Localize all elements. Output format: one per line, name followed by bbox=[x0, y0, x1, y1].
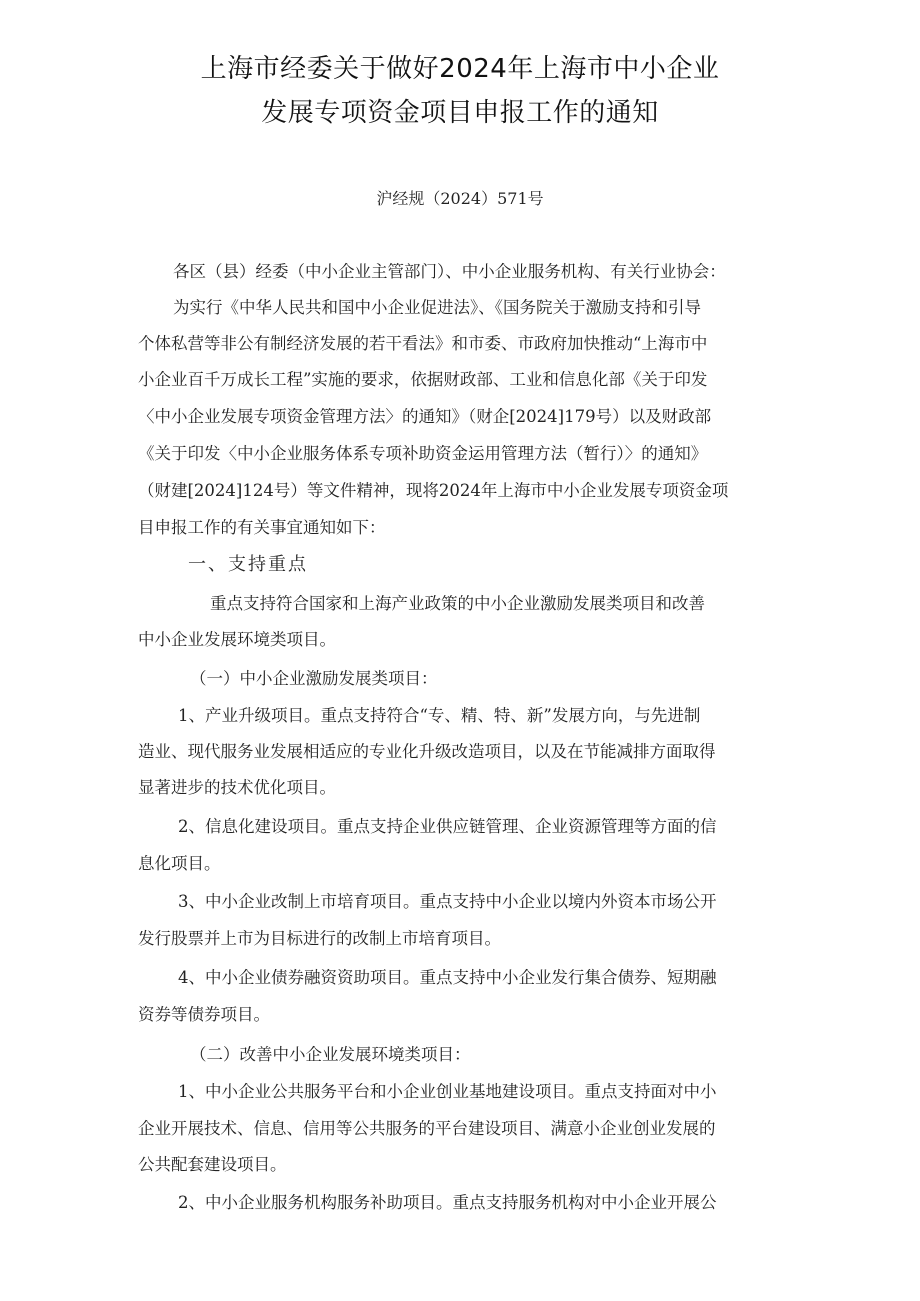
body-line: 息化项目。 bbox=[138, 854, 221, 873]
body-line: 〈中小企业发展专项资金管理方法〉的通知》（财企[2024]179号）以及财政部 bbox=[138, 407, 712, 426]
body-line: 中小企业发展环境类项目。 bbox=[138, 630, 336, 649]
document-title-line-1: 上海市经委关于做好2024年上海市中小企业 bbox=[200, 54, 720, 84]
list-item: 2、信息化建设项目。重点支持企业供应链管理、企业资源管理等方面的信 bbox=[178, 817, 717, 836]
addressee-line: 各区（县）经委（中小企业主管部门）、中小企业服务机构、有关行业协会： bbox=[173, 262, 726, 281]
body-line: 重点支持符合国家和上海产业政策的中小企业激励发展类项目和改善 bbox=[210, 594, 705, 613]
section-heading: 一、支持重点 bbox=[188, 554, 308, 575]
document-title-line-2: 发展专项资金项目申报工作的通知 bbox=[261, 98, 659, 128]
body-line: 显著进步的技术优化项目。 bbox=[138, 778, 336, 797]
body-line: 资券等债券项目。 bbox=[138, 1005, 270, 1024]
list-item: 1、产业升级项目。重点支持符合“专、精、特、新”发展方向，与先进制 bbox=[178, 706, 701, 725]
list-item: 3、中小企业改制上市培育项目。重点支持中小企业以境内外资本市场公开 bbox=[178, 892, 717, 911]
body-line: 造业、现代服务业发展相适应的专业化升级改造项目，以及在节能减排方面取得 bbox=[138, 742, 716, 761]
body-line: 小企业百千万成长工程”实施的要求，依据财政部、工业和信息化部《关于印发 bbox=[138, 370, 708, 389]
body-line: 公共配套建设项目。 bbox=[138, 1155, 287, 1174]
body-line: 个体私营等非公有制经济发展的若干看法》和市委、市政府加快推动“上海市中 bbox=[138, 334, 708, 353]
body-line: 企业开展技术、信息、信用等公共服务的平台建设项目、满意小企业创业发展的 bbox=[138, 1119, 716, 1138]
list-item: 4、中小企业债券融资资助项目。重点支持中小企业发行集合债券、短期融 bbox=[178, 968, 717, 987]
body-line: 发行股票并上市为目标进行的改制上市培育项目。 bbox=[138, 929, 501, 948]
body-line: （财建[2024]124号）等文件精神，现将2024年上海市中小企业发展专项资金项 bbox=[138, 481, 729, 500]
document-number: 沪经规（2024）571号 bbox=[376, 189, 544, 208]
body-line: 为实行《中华人民共和国中小企业促进法》、《国务院关于激励支持和引导 bbox=[173, 298, 701, 317]
list-item: 2、中小企业服务机构服务补助项目。重点支持服务机构对中小企业开展公 bbox=[178, 1193, 717, 1212]
subsection-heading: （一）中小企业激励发展类项目： bbox=[190, 669, 438, 688]
list-item: 1、中小企业公共服务平台和小企业创业基地建设项目。重点支持面对中小 bbox=[178, 1082, 717, 1101]
subsection-heading: （二）改善中小企业发展环境类项目： bbox=[190, 1045, 471, 1064]
body-line: 目申报工作的有关事宜通知如下： bbox=[138, 518, 386, 537]
body-line: 《关于印发〈中小企业服务体系专项补助资金运用管理方法（暂行）〉的通知》 bbox=[138, 444, 708, 463]
